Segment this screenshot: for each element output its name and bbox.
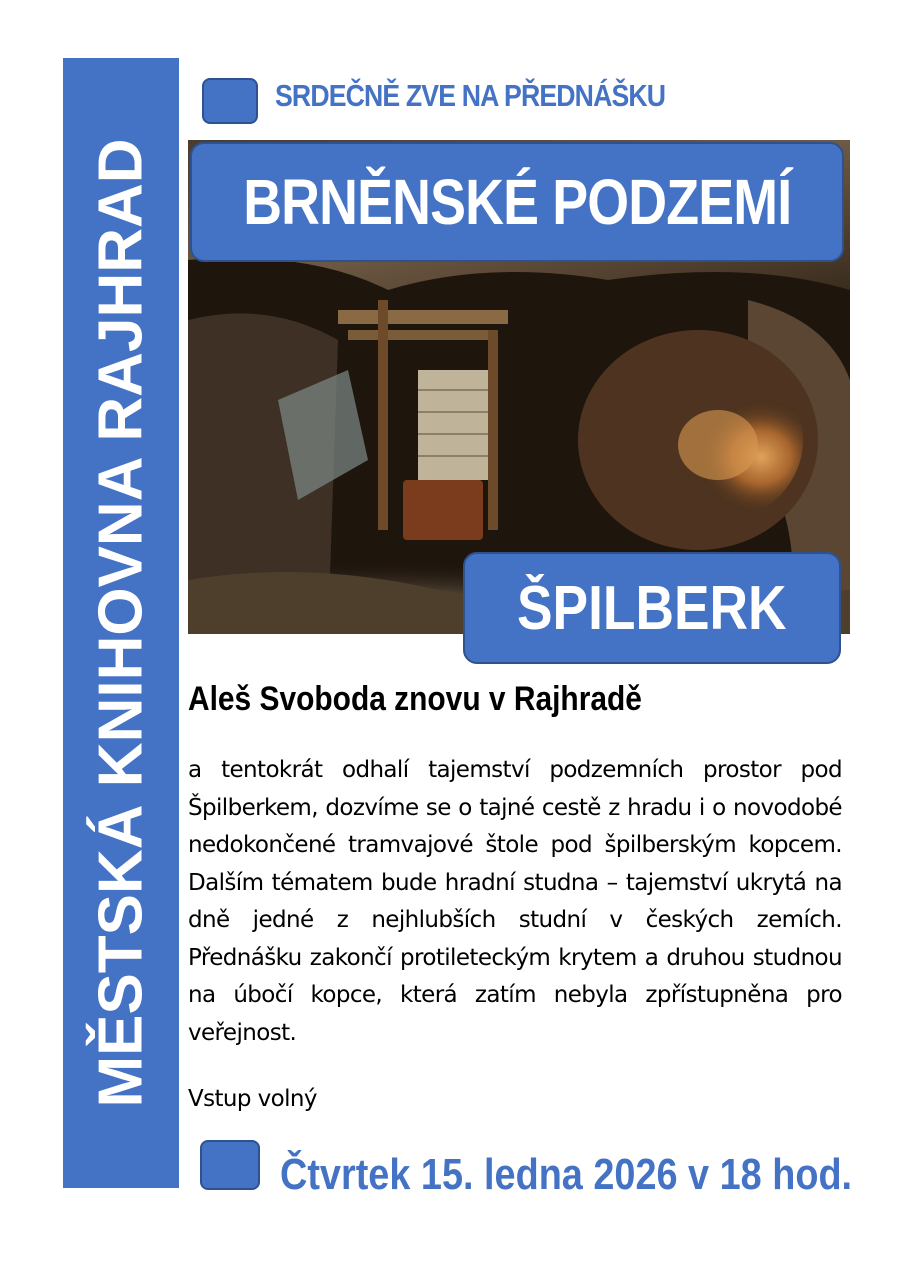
decorative-square-top	[202, 78, 258, 124]
location-title: ŠPILBERK	[517, 573, 787, 643]
library-name: MĚSTSKÁ KNIHOVNA RAJHRAD	[86, 138, 156, 1108]
invite-heading: SRDEČNĚ ZVE NA PŘEDNÁŠKU	[275, 78, 666, 113]
event-title: BRNĚNSKÉ PODZEMÍ	[242, 166, 792, 238]
location-banner	[463, 552, 841, 664]
title-banner	[190, 142, 844, 262]
article-body: a tentokrát odhalí tajemství podzemních prostor pod Špilberkem, dozvíme se o tajné cestě z hradu i o novodobé nedokončené tramvajové štole pod špilberským kopcem. Dalším tématem bude hradní studna – tajemství ukrytá na dně jedné z nejhlubších studní v českých zemích. Přednášku zakončí protileteckým krytem a druhou studnou na úbočí kopce, která zatím nebyla zpřístupněna pro veřejnost.	[188, 757, 842, 1046]
decorative-square-bottom	[200, 1140, 260, 1190]
side-banner	[63, 58, 179, 1188]
event-date: Čtvrtek 15. ledna 2026 v 18 hod.	[280, 1150, 853, 1199]
entry-note: Vstup volný	[188, 1086, 317, 1112]
article-headline: Aleš Svoboda znovu v Rajhradě	[188, 680, 642, 718]
